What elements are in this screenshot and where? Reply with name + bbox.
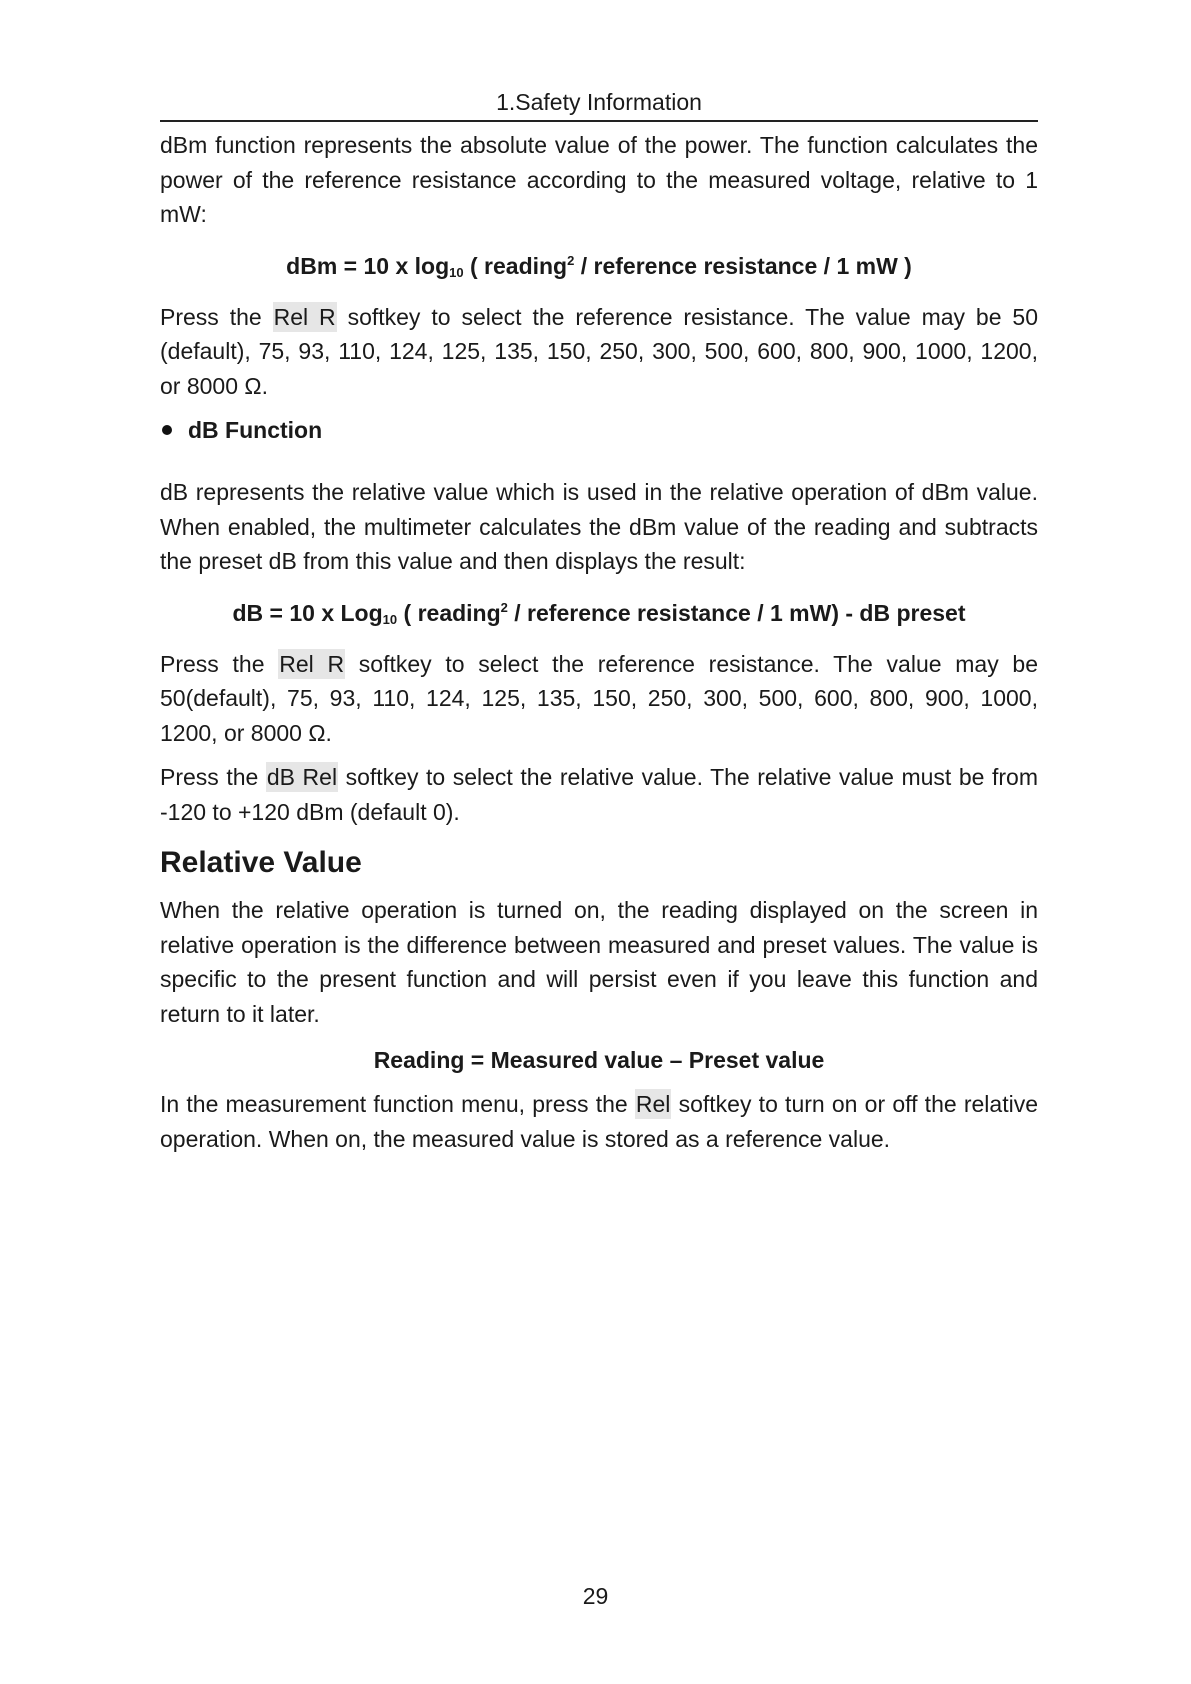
db-relr-paragraph <box>160 647 1038 751</box>
dbm-formula-superscript: 2 <box>567 252 575 268</box>
rel-r-softkey-label: Rel R <box>273 303 336 330</box>
dbm-relr-pre: Press the <box>160 303 273 330</box>
db-formula <box>160 591 1038 637</box>
dbm-relr-post: softkey to select the reference resistance. The value may be 50 (default), 75, 93, 110, 124, 125, 135, 150, 250, 300, 500, 600, 800, 900, 1000, 1200, or 8000 Ω. <box>160 303 1039 399</box>
dbm-formula-subscript: 10 <box>449 264 464 280</box>
db-relr-post: softkey to select the reference resistance. The value may be 50(default), 75, 93, 110, 124, 125, 135, 150, 250, 300, 500, 600, 800, 900, 1000, 1200, or 8000 Ω. <box>160 650 1038 746</box>
running-header: 1.Safety Information <box>160 86 1038 122</box>
relative-formula: Reading = Measured value – Preset value <box>373 1047 825 1073</box>
db-rel-post: softkey to select the relative value. The relative value must be from -120 to +120 dBm (default 0). <box>160 764 1038 825</box>
db-function-title: dB Function <box>188 417 323 443</box>
dbm-formula-lhs: dBm = 10 x log <box>286 252 450 279</box>
db-relr-pre: Press the <box>160 650 279 677</box>
relative-rel-pre: In the measurement function menu, press the <box>160 1091 635 1117</box>
db-rel-pre: Press the <box>160 764 266 790</box>
dbm-formula-mid: ( reading <box>463 252 568 279</box>
bullet-dot-icon <box>162 425 172 435</box>
rel-r-softkey-label: Rel R <box>279 650 345 677</box>
db-rel-softkey-label: dB Rel <box>266 764 338 790</box>
db-intro-paragraph: dB represents the relative value which is used in the relative operation of dBm value. When enabled, the multimeter calculates the dBm value of the reading and subtracts the preset dB from this value and then displays the result: <box>160 479 1038 574</box>
db-formula-lhs: dB = 10 x Log <box>232 599 383 626</box>
page-body <box>160 86 1038 1156</box>
relative-rel-paragraph <box>160 1087 1038 1156</box>
relative-rel-post: softkey to turn on or off the relative operation. When on, the measured value is stored as a reference value. <box>160 1091 1039 1152</box>
relative-value-heading: Relative Value <box>160 846 362 879</box>
dbm-intro-paragraph: dBm function represents the absolute value of the power. The function calculates the power of the reference resistance according to the measured voltage, relative to 1 mW: <box>160 132 1038 227</box>
dbm-formula-rest: / reference resistance / 1 mW ) <box>574 252 912 279</box>
db-rel-paragraph <box>160 760 1038 829</box>
db-formula-rest: / reference resistance / 1 mW) - dB preset <box>507 599 966 626</box>
db-formula-superscript: 2 <box>500 599 508 615</box>
db-formula-subscript: 10 <box>382 611 398 627</box>
rel-softkey-label: Rel <box>635 1091 671 1117</box>
relative-intro-paragraph: When the relative operation is turned on, the reading displayed on the screen in relative operation is the difference between measured and preset values. The value is specific to the present function and will persist even if you leave this function and return to it later. <box>160 897 1038 1027</box>
db-formula-mid: ( reading <box>397 599 501 626</box>
page-number: 29 <box>582 1583 609 1609</box>
dbm-relr-paragraph <box>160 300 1038 404</box>
db-function-bullet <box>160 413 1038 447</box>
dbm-formula <box>160 244 1038 290</box>
